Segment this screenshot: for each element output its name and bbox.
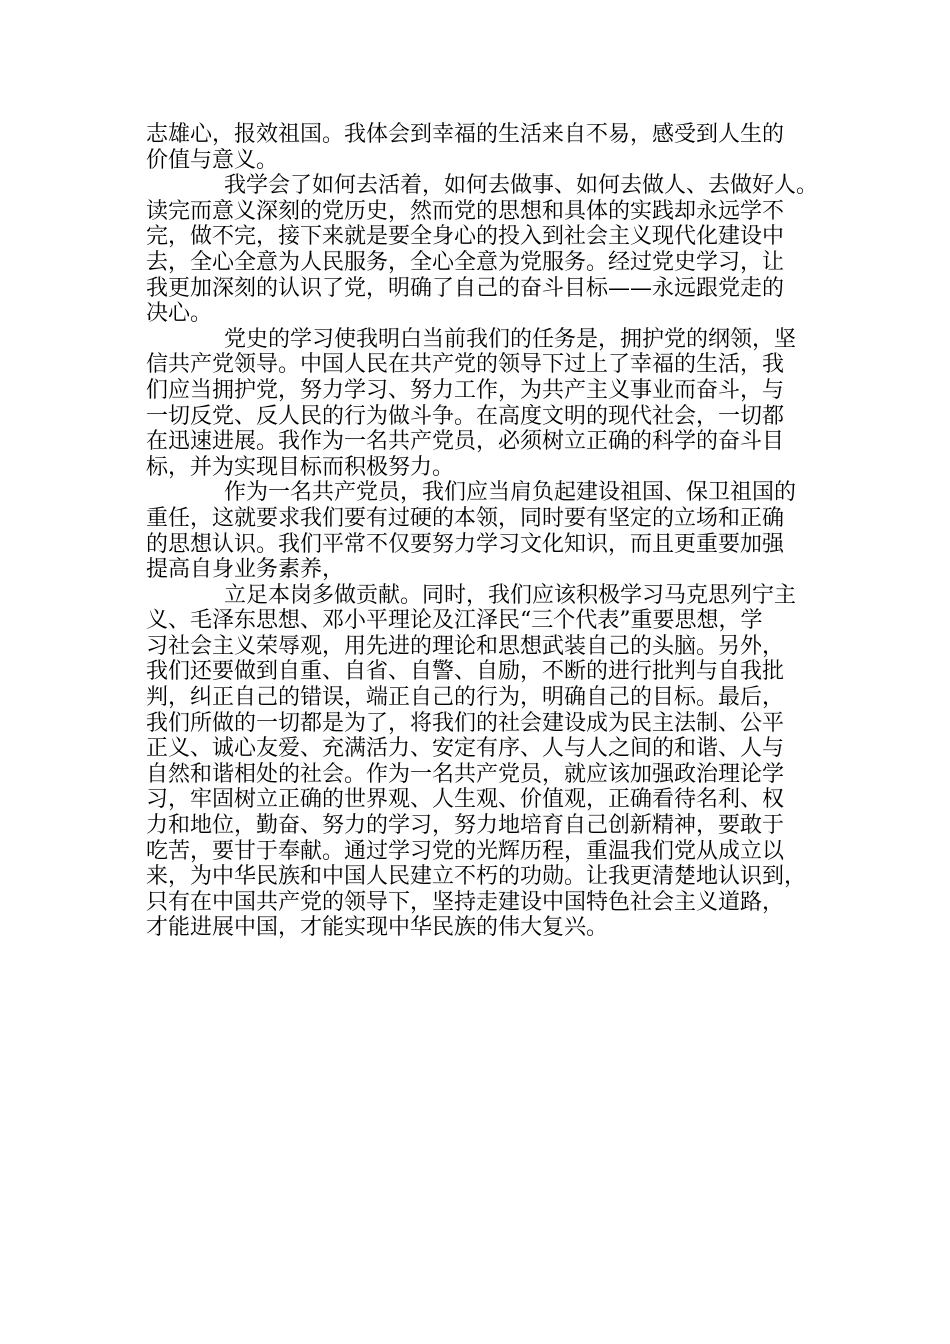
text-line: 自然和谐相处的社会。作为一名共产党员，就应该加强政治理论学 <box>146 761 785 787</box>
paragraph <box>146 122 821 173</box>
text-line: 我学会了如何去活着，如何去做事、如何去做人、去做好人。 <box>224 173 819 199</box>
text-line: 我们还要做到自重、自省、自警、自励，不断的进行批判与自我批 <box>146 659 785 685</box>
text-line: 志雄心，报效祖国。我体会到幸福的生活来自不易，感受到人生的 <box>146 122 785 147</box>
document-body <box>146 122 821 941</box>
text-line: 吃苦，要甘于奉献。通过学习党的光辉历程，重温我们党从成立以 <box>146 838 785 864</box>
text-line: 在迅速进展。我作为一名共产党员，必须树立正确的科学的奋斗目 <box>146 429 785 455</box>
text-line: 力和地位，勤奋、努力的学习，努力地培育自己创新精神，要敢于 <box>146 813 785 839</box>
paragraph <box>146 583 821 941</box>
paragraph <box>146 173 821 327</box>
text-line: 判，纠正自己的错误，端正自己的行为，明确自己的目标。最后， <box>146 685 785 711</box>
text-line: 价值与意义。 <box>146 147 279 173</box>
text-line: 读完而意义深刻的党历史，然而党的思想和具体的实践却永远学不 <box>146 198 785 224</box>
text-line: 只有在中国共产党的领导下，坚持走建设中国特色社会主义道路， <box>146 889 785 915</box>
text-line: 党史的学习使我明白当前我们的任务是，拥护党的纲领，坚 <box>224 326 797 352</box>
text-line: 信共产党领导。中国人民在共产党的领导下过上了幸福的生活，我 <box>146 352 785 378</box>
text-line: 来，为中华民族和中国人民建立不朽的功勋。让我更清楚地认识到， <box>146 864 807 890</box>
text-line: 立足本岗多做贡献。同时，我们应该积极学习马克思列宁主 <box>224 582 797 608</box>
text-line: 我们所做的一切都是为了，将我们的社会建设成为民主法制、公平 <box>146 710 785 736</box>
text-line: 习社会主义荣辱观，用先进的理论和思想武装自己的头脑。另外， <box>146 633 785 659</box>
text-line: 的思想认识。我们平常不仅要努力学习文化知识，而且更重要加强 <box>146 531 785 557</box>
paragraph <box>146 327 821 481</box>
text-line: 一切反党、反人民的行为做斗争。在高度文明的现代社会，一切都 <box>146 403 785 429</box>
text-line: 作为一名共产党员，我们应当肩负起建设祖国、保卫祖国的 <box>224 480 797 506</box>
text-line: 标，并为实现目标而积极努力。 <box>146 454 455 480</box>
paragraph <box>146 480 821 582</box>
text-line: 提高自身业务素养， <box>146 557 345 583</box>
text-line: 正义、诚心友爱、充满活力、安定有序、人与人之间的和谐、人与 <box>146 736 785 762</box>
text-line: 习，牢固树立正确的世界观、人生观、价值观，正确看待名利、权 <box>146 787 785 813</box>
text-line: 去，全心全意为人民服务，全心全意为党服务。经过党史学习，让 <box>146 249 785 275</box>
text-line: 义、毛泽东思想、邓小平理论及江泽民“三个代表”重要思想，学 <box>146 608 763 634</box>
text-line: 决心。 <box>146 301 213 327</box>
text-line: 重任，这就要求我们要有过硬的本领，同时要有坚定的立场和正确 <box>146 505 785 531</box>
text-line: 完，做不完，接下来就是要全身心的投入到社会主义现代化建设中 <box>146 224 785 250</box>
text-line: 我更加深刻的认识了党，明确了自己的奋斗目标——永远跟党走的 <box>146 275 785 301</box>
text-line: 们应当拥护党，努力学习、努力工作，为共产主义事业而奋斗，与 <box>146 377 785 403</box>
text-line: 才能进展中国，才能实现中华民族的伟大复兴。 <box>146 915 609 941</box>
